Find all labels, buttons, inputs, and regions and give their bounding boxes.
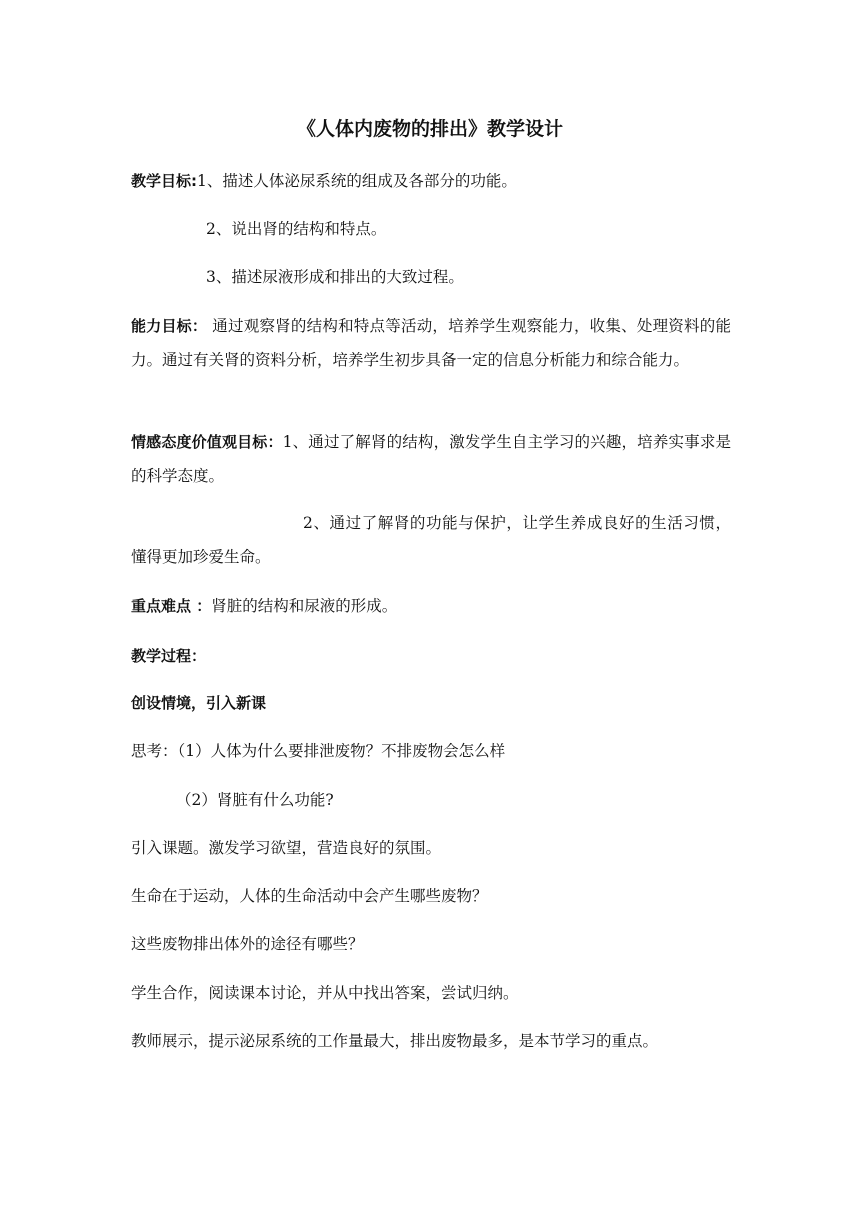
key-points-label: 重点难点 ： <box>131 597 212 615</box>
teaching-goals-label: 教学目标: <box>131 172 197 190</box>
teaching-goal-1-text: 1、描述人体泌尿系统的组成及各部分的功能。 <box>197 172 517 190</box>
life-question: 生命在于运动，人体的生命活动中会产生哪些废物？ <box>131 887 488 905</box>
attitude-goals-label: 情感态度价值观目标： <box>131 433 283 451</box>
ability-goals-paragraph <box>131 309 731 377</box>
attitude-goal-1: 1、通过了解肾的结构，激发学生自主学习的兴趣，培养实事求是的科学态度。 <box>131 433 731 485</box>
process-heading: 教学过程： <box>131 647 207 665</box>
attitude-goals-paragraph <box>131 425 731 493</box>
routes-question: 这些废物排出体外的途径有哪些？ <box>131 935 364 953</box>
teacher-line: 教师展示，提示泌尿系统的工作量最大，排出废物最多，是本节学习的重点。 <box>131 1032 659 1050</box>
teaching-goal-3: 3、描述尿液形成和排出的大致过程。 <box>206 268 464 286</box>
think-question-2: （2）肾脏有什么功能? <box>176 791 334 809</box>
think-question-1: 思考：（1）人体为什么要排泄废物？不排废物会怎么样 <box>131 742 506 760</box>
ability-goals-label: 能力目标： <box>131 317 208 335</box>
teaching-goal-2: 2、说出肾的结构和特点。 <box>206 220 387 238</box>
intro-line: 引入课题。激发学习欲望，营造良好的氛围。 <box>131 839 442 857</box>
teaching-goal-1 <box>131 170 517 192</box>
key-points-text: 肾脏的结构和尿液的形成。 <box>211 597 398 615</box>
attitude-goal-2: 2、通过了解肾的功能与保护，让学生养成良好的生活习惯，懂得更加珍爱生命。 <box>131 514 731 566</box>
section-heading: 创设情境，引入新课 <box>131 694 267 712</box>
ability-goals-text: 通过观察肾的结构和特点等活动，培养学生观察能力，收集、处理资料的能力。通过有关肾的资料分析，培养学生初步具备一定的信息分析能力和综合能力。 <box>131 317 731 369</box>
cooperate-line: 学生合作，阅读课本讨论，并从中找出答案，尝试归纳。 <box>131 984 519 1002</box>
key-points <box>131 595 397 617</box>
document-title: 《人体内废物的排出》教学设计 <box>296 118 563 140</box>
